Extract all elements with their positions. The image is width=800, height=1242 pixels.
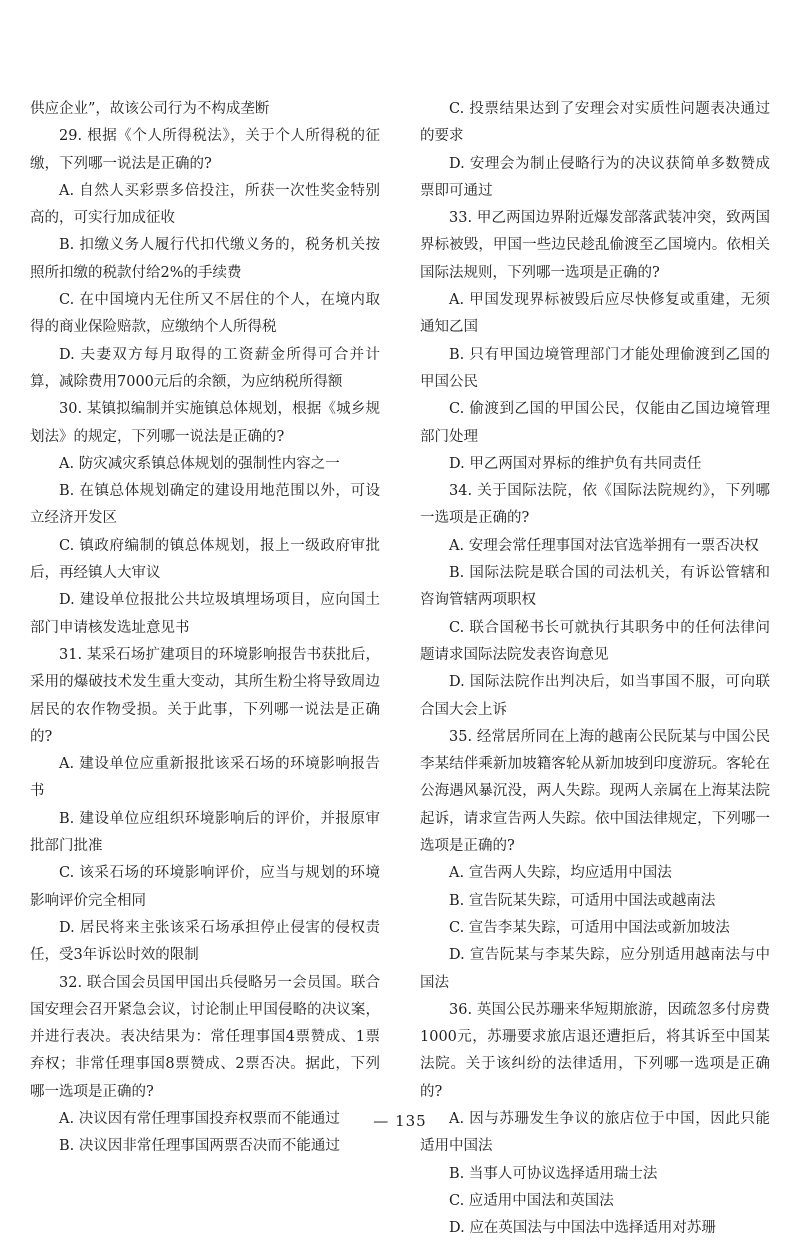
answer-option: B. 当事人可协议选择适用瑞士法 [449, 1165, 658, 1182]
answer-option: C. 偷渡到乙国的甲国公民，仅能由乙国边境管理部门处理 [420, 401, 770, 445]
answer-option: A. 因与苏珊发生争议的旅店位于中国，因此只能适用中国法 [420, 1110, 770, 1155]
answer-option: B. 在镇总体规划确定的建设用地范围以外，可设立经济开发区 [30, 483, 380, 527]
answer-option: B. 只有甲国边境管理部门才能处理偷渡到乙国的甲国公民 [420, 346, 770, 390]
answer-option: C. 联合国秘书长可就执行其职务中的任何法律问题请求国际法院发表咨询意见 [420, 619, 770, 663]
question-stem: 31. 某采石场扩建项目的环境影响报告书获批后，采用的爆破技术发生重大变动，其所生粉尘将导致周边居民的农作物受损。关于此事，下列哪一说法是正确的? [30, 646, 380, 745]
question-stem: 33. 甲乙两国边界附近爆发部落武装冲突，致两国界标被毁，甲国一些边民趁乱偷渡至乙国境内。依相关国际法规则，下列哪一选项是正确的? [420, 210, 770, 281]
answer-option: A. 安理会常任理事国对法官选举拥有一票否决权 [449, 537, 759, 554]
right-column [420, 96, 770, 1242]
answer-option: B. 建设单位应组织环境影响后的评价，并报原审批部门批准 [30, 810, 380, 855]
answer-option: A. 决议因有常任理事国投弃权票而不能通过 [59, 1110, 340, 1127]
answer-option: A. 自然人买彩票多倍投注，所获一次性奖金特别高的，可实行加成征收 [30, 182, 380, 227]
answer-option: B. 国际法院是联合国的司法机关，有诉讼管辖和咨询管辖两项职权 [420, 565, 770, 609]
question-stem: 35. 经常居所同在上海的越南公民阮某与中国公民李某结伴乘新加坡籍客轮从新加坡到印度游玩。客轮在公海遇风暴沉没，两人失踪。现两人亲属在上海某法院起诉，请求宣告两人失踪。依中国法律规定，下列哪一选项是正确的? [420, 728, 770, 855]
answer-option: A. 建设单位应重新报批该采石场的环境影响报告书 [30, 756, 380, 800]
answer-option: C. 宣告李某失踪，可适用中国法或新加坡法 [449, 919, 730, 936]
answer-option: C. 在中国境内无住所又不居住的个人，在境内取得的商业保险赔款，应缴纳个人所得税 [30, 292, 380, 336]
answer-option: D. 夫妻双方每月取得的工资薪金所得可合并计算，减除费用7000元后的余额，为应纳税所得额 [30, 346, 380, 390]
answer-option: C. 应适用中国法和英国法 [449, 1192, 614, 1209]
question-stem: 32. 联合国会员国甲国出兵侵略另一会员国。联合国安理会召开紧急会议，讨论制止甲国侵略的决议案，并进行表决。表决结果为：常任理事国4票赞成、1票弃权；非常任理事国8票赞成、2票否决。据此，下列哪一选项是正确的? [30, 974, 380, 1100]
answer-option: D. 应在英国法与中国法中选择适用对苏珊 [449, 1220, 716, 1237]
answer-option: D. 国际法院作出判决后，如当事国不服，可向联合国大会上诉 [420, 674, 770, 718]
answer-option: C. 投票结果达到了安理会对实质性问题表决通过的要求 [420, 101, 770, 145]
answer-option: D. 甲乙两国对界标的维护负有共同责任 [449, 455, 702, 472]
answer-option: C. 镇政府编制的镇总体规划，报上一级政府审批后，再经镇人大审议 [30, 537, 380, 582]
answer-option: D. 安理会为制止侵略行为的决议获简单多数赞成票即可通过 [420, 155, 770, 199]
answer-option: B. 扣缴义务人履行代扣代缴义务的，税务机关按照所扣缴的税款付给2%的手续费 [30, 237, 380, 281]
continued-text: 供应企业”，故该公司行为不构成垄断 [30, 101, 270, 117]
answer-option: D. 居民将来主张该采石场承担停止侵害的侵权责任，受3年诉讼时效的限制 [30, 919, 380, 964]
answer-option: A. 防灾减灾系镇总体规划的强制性内容之一 [59, 455, 340, 472]
answer-option: A. 宣告两人失踪，均应适用中国法 [449, 865, 672, 882]
answer-option: D. 宣告阮某与李某失踪，应分别适用越南法与中国法 [420, 947, 770, 991]
answer-option: C. 该采石场的环境影响评价，应当与规划的环境影响评价完全相同 [30, 865, 380, 909]
question-stem: 34. 关于国际法院，依《国际法院规约》，下列哪一选项是正确的? [420, 483, 770, 527]
question-stem: 30. 某镇拟编制并实施镇总体规划，根据《城乡规划法》的规定，下列哪一说法是正确的? [30, 401, 380, 445]
left-column [30, 96, 380, 1161]
answer-option: A. 甲国发现界标被毁后应尽快修复或重建，无须通知乙国 [420, 292, 770, 336]
answer-option: B. 宣告阮某失踪，可适用中国法或越南法 [449, 892, 716, 909]
answer-option: B. 决议因非常任理事国两票否决而不能通过 [59, 1138, 340, 1155]
answer-option: D. 建设单位报批公共垃圾填埋场项目，应向国土部门申请核发选址意见书 [30, 592, 380, 636]
page-number: — 135 [373, 1112, 427, 1130]
question-stem: 29. 根据《个人所得税法》，关于个人所得税的征缴，下列哪一说法是正确的? [30, 128, 380, 172]
question-stem: 36. 英国公民苏珊来华短期旅游，因疏忽多付房费1000元，苏珊要求旅店退还遭拒后，将其诉至中国某法院。关于该纠纷的法律适用，下列哪一选项是正确的? [420, 1001, 770, 1100]
